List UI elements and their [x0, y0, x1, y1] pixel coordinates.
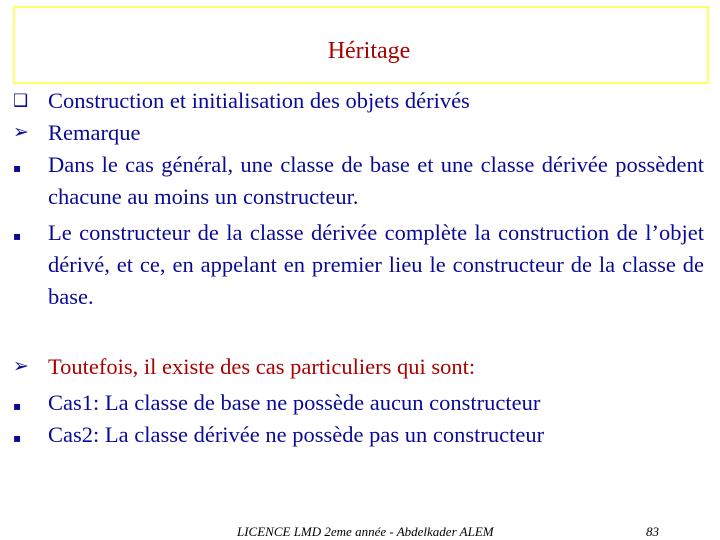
square-bullet-icon: ▪ [13, 431, 22, 445]
bullet-text: Toutefois, il existe des cas particuliers qui sont: [48, 354, 476, 379]
title-box [13, 6, 709, 84]
footer-author: LICENCE LMD 2eme année - Abdelkader ALEM [237, 524, 494, 539]
bullet-text: Le constructeur de la classe dérivée complète la construction de l’objet dérivé, et ce, en appelant en premier lieu le constructeur de la classe de base. [48, 220, 704, 309]
page-number: 83 [646, 524, 659, 539]
bullet-text: Construction et initialisation des objets dérivés [48, 88, 470, 113]
arrow-bullet-icon: ➢ [13, 121, 29, 143]
square-bullet-icon: ▪ [13, 161, 22, 175]
arrow-bullet-icon: ➢ [13, 355, 29, 377]
bullet-text: Cas1: La classe de base ne possède aucun constructeur [48, 390, 541, 415]
square-bullet-icon: ▪ [13, 399, 22, 413]
bullet-text: Cas2: La classe dérivée ne possède pas un constructeur [48, 422, 545, 447]
bullet-text: Remarque [48, 120, 141, 145]
bullet-text: Dans le cas général, une classe de base et une classe dérivée possèdent chacune au moins un constructeur. [48, 152, 704, 209]
slide-title: Héritage [327, 38, 411, 64]
checkbox-bullet-icon: ❑ [13, 91, 29, 111]
square-bullet-icon: ▪ [13, 229, 22, 243]
